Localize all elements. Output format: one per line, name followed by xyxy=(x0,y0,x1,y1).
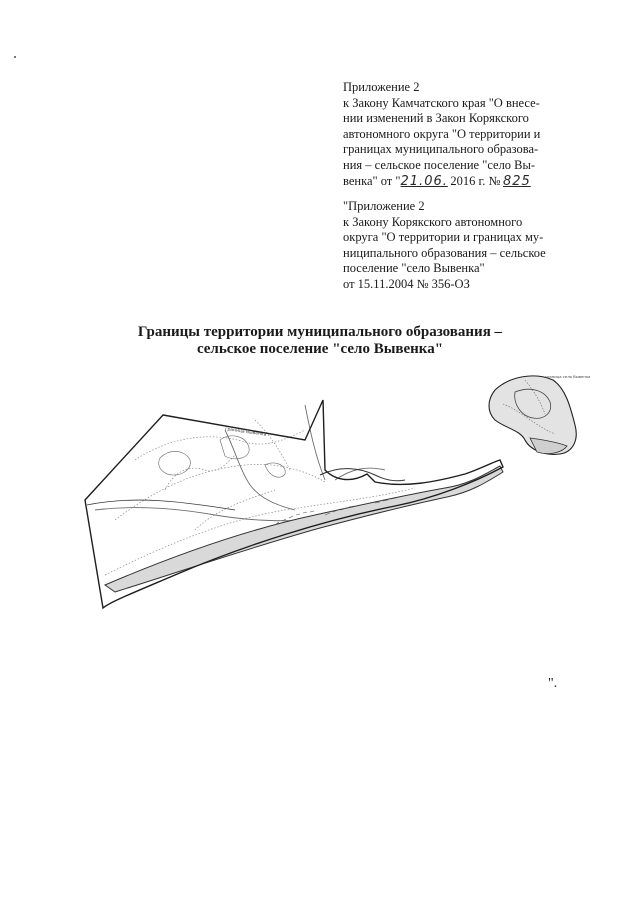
handwritten-number: 825 xyxy=(502,173,531,189)
scan-speck xyxy=(14,56,16,58)
appendix-line: от 15.11.2004 № 356-ОЗ xyxy=(343,276,470,291)
island-parcel xyxy=(489,376,576,454)
appendix-title: "Приложение 2 xyxy=(343,199,425,213)
lagoon-spit xyxy=(320,469,405,481)
appendix-line: к Закону Корякского автономного xyxy=(343,214,523,229)
map-title-line-1: Границы территории муниципального образования – xyxy=(137,324,503,340)
appendix-line: ния – сельское поселение "село Вы- xyxy=(343,157,536,172)
map-title xyxy=(60,324,580,358)
appendix-header-original-law xyxy=(343,199,558,293)
appendix-line: нии изменений в Закон Корякского xyxy=(343,111,529,126)
map-title-line-2: сельское поселение "село Вывенка" xyxy=(196,341,444,357)
hill-shapes xyxy=(159,436,286,477)
appendix-title: Приложение 2 xyxy=(343,80,420,94)
appendix-year: 2016 г. № xyxy=(450,173,501,188)
closing-quote: ". xyxy=(548,676,558,691)
appendix-line: границах муниципального образова- xyxy=(343,142,539,157)
appendix-line: автономного округа "О территории и xyxy=(343,126,541,141)
appendix-line: поселение "село Вывенка" xyxy=(343,261,485,276)
map-label-island: граница село Вывенка xyxy=(545,374,590,379)
map-label-main: граница Вывенка xyxy=(224,427,267,438)
territory-boundary-map xyxy=(75,370,590,610)
river-lines xyxy=(95,405,385,521)
appendix-line: к Закону Камчатского края "О внесе- xyxy=(343,95,540,110)
appendix-date-prefix: венка" от " xyxy=(343,173,401,188)
appendix-date-line xyxy=(343,174,558,190)
terrain-lines xyxy=(105,420,415,575)
appendix-header-amending-law xyxy=(343,80,558,189)
appendix-line: округа "О территории и границах му- xyxy=(343,230,544,245)
handwritten-date: 21.06. xyxy=(400,173,448,189)
appendix-line: ниципального образования – сельское xyxy=(343,245,546,260)
